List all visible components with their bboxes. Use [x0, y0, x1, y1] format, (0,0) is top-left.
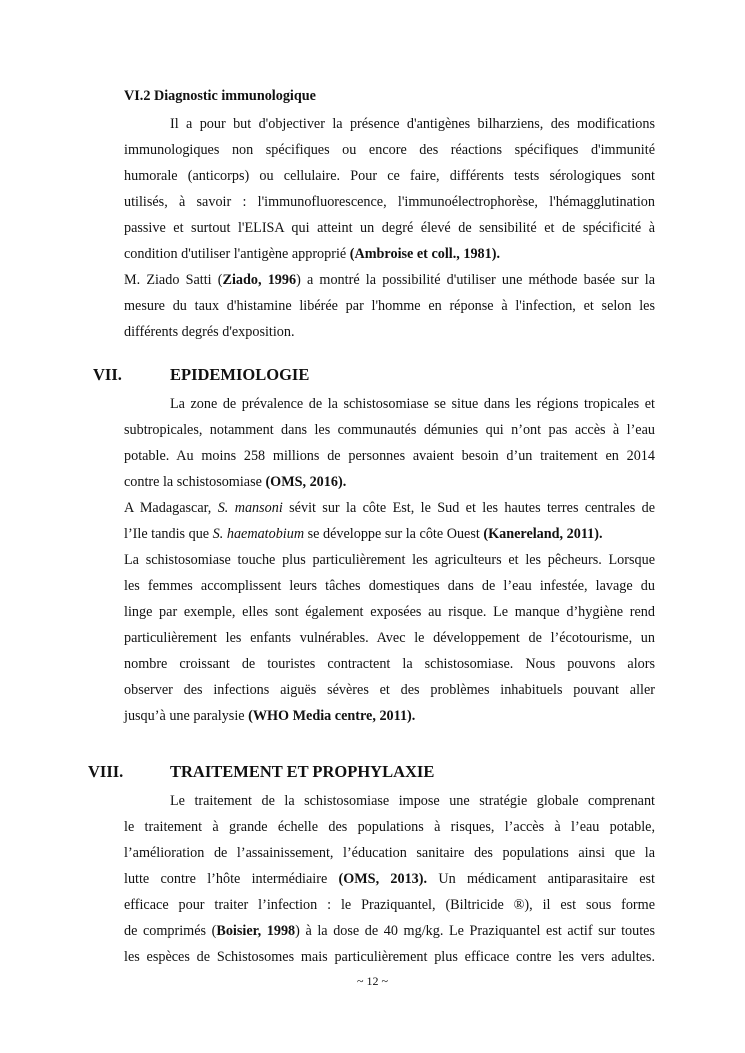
vii-line-11: nombre croissant de touristes contractent la schistosomiase. Nous pouvons alors [124, 656, 655, 672]
vi2-line-1: Il a pour but d'objectiver la présence d'antigènes bilharziens, des modifications [170, 116, 655, 132]
citation: Boisier, 1998 [216, 923, 296, 939]
vi2-line-2: immunologiques non spécifiques ou encore des réactions spécifiques d'immunité [124, 142, 655, 158]
vii-line-2: subtropicales, notamment dans les communautés démunies qui n’ont pas accès à l’eau [124, 422, 655, 438]
vii-line-4: contre la schistosomiase (OMS, 2016). [124, 474, 347, 490]
vii-line-13: jusqu’à une paralysie (WHO Media centre, 2011). [124, 708, 416, 724]
page-number: ~ 12 ~ [357, 974, 388, 988]
vi2-line-6: condition d'utiliser l'antigène approprié (Ambroise et coll., 1981). [124, 246, 501, 262]
citation: (Kanereland, 2011). [483, 526, 603, 542]
vi2-line-3: humorale (anticorps) ou cellulaire. Pour ce faire, différents tests sérologiques sont [124, 168, 655, 184]
viii-line-3: l’amélioration de l’assainissement, l’éducation sanitaire des populations ainsi que la [124, 845, 655, 861]
vii-line-10: particulièrement les enfants vulnérables. Avec le développement de l’écotourisme, un [124, 630, 655, 646]
vii-line-8: les femmes accomplissent leurs tâches domestiques dans de l’eau infestée, lavage du [124, 578, 655, 594]
viii-line-5: efficace pour traiter l’infection : le Praziquantel, (Biltricide ®), il est sous forme [124, 897, 655, 913]
viii-line-2: le traitement à grande échelle des populations à risques, l’accès à l’eau potable, [124, 819, 655, 835]
vi2-line-5: passive et surtout l'ELISA qui atteint un degré élevé de sensibilité et de spécificité à [124, 220, 655, 236]
vi2-line-8: mesure du taux d'histamine libérée par l'homme en réponse à l'infection, et selon les [124, 298, 655, 314]
vi2-line-4: utilisés, à savoir : l'immunofluorescence, l'immunoélectrophorèse, l'hémagglutination [124, 194, 655, 210]
citation: Ziado, 1996 [222, 272, 297, 288]
vii-line-6: l’Ile tandis que S. haematobium se développe sur la côte Ouest (Kanereland, 2011). [124, 526, 603, 542]
citation: (Ambroise et coll., 1981). [349, 246, 501, 262]
section-viii-numeral: VIII. [88, 762, 124, 781]
citation: (WHO Media centre, 2011). [248, 708, 416, 724]
viii-line-7: les espèces de Schistosomes mais particulièrement plus efficace contre les vers adultes. [124, 949, 655, 965]
section-vi2-title: VI.2 Diagnostic immunologique [124, 88, 316, 104]
citation: (OMS, 2016). [265, 474, 347, 490]
vii-line-1: La zone de prévalence de la schistosomiase se situe dans les régions tropicales et [170, 396, 655, 412]
vii-line-12: observer des infections aiguës sévères et des problèmes inhabituels pouvant aller [124, 682, 655, 698]
viii-line-4: lutte contre l’hôte intermédiaire (OMS, 2013). Un médicament antiparasitaire est [124, 871, 655, 887]
section-vii-numeral: VII. [93, 365, 122, 384]
vii-line-5: A Madagascar, S. mansoni sévit sur la côte Est, le Sud et les hautes terres centrales de [124, 500, 655, 516]
viii-line-6: de comprimés (Boisier, 1998) à la dose de 40 mg/kg. Le Praziquantel est actif sur toutes [124, 923, 656, 939]
vi2-line-7: M. Ziado Satti (Ziado, 1996) a montré la possibilité d'utiliser une méthode basée sur la [124, 272, 655, 288]
vii-line-9: linge par exemple, elles sont également exposées au risque. Le manque d’hygiène rend [124, 604, 655, 620]
vii-line-7: La schistosomiase touche plus particulièrement les agriculteurs et les pêcheurs. Lorsque [124, 552, 655, 568]
section-vii-title: EPIDEMIOLOGIE [170, 365, 310, 384]
vii-line-3: potable. Au moins 258 millions de personnes avaient besoin d’un traitement en 2014 [124, 448, 655, 464]
species-name: S. haematobium [212, 526, 305, 542]
vi2-line-9: différents degrés d'exposition. [124, 324, 295, 340]
section-viii-title: TRAITEMENT ET PROPHYLAXIE [170, 762, 435, 781]
species-name: S. mansoni [217, 500, 283, 516]
viii-line-1: Le traitement de la schistosomiase impose une stratégie globale comprenant [170, 793, 655, 809]
citation: (OMS, 2013). [338, 871, 428, 887]
